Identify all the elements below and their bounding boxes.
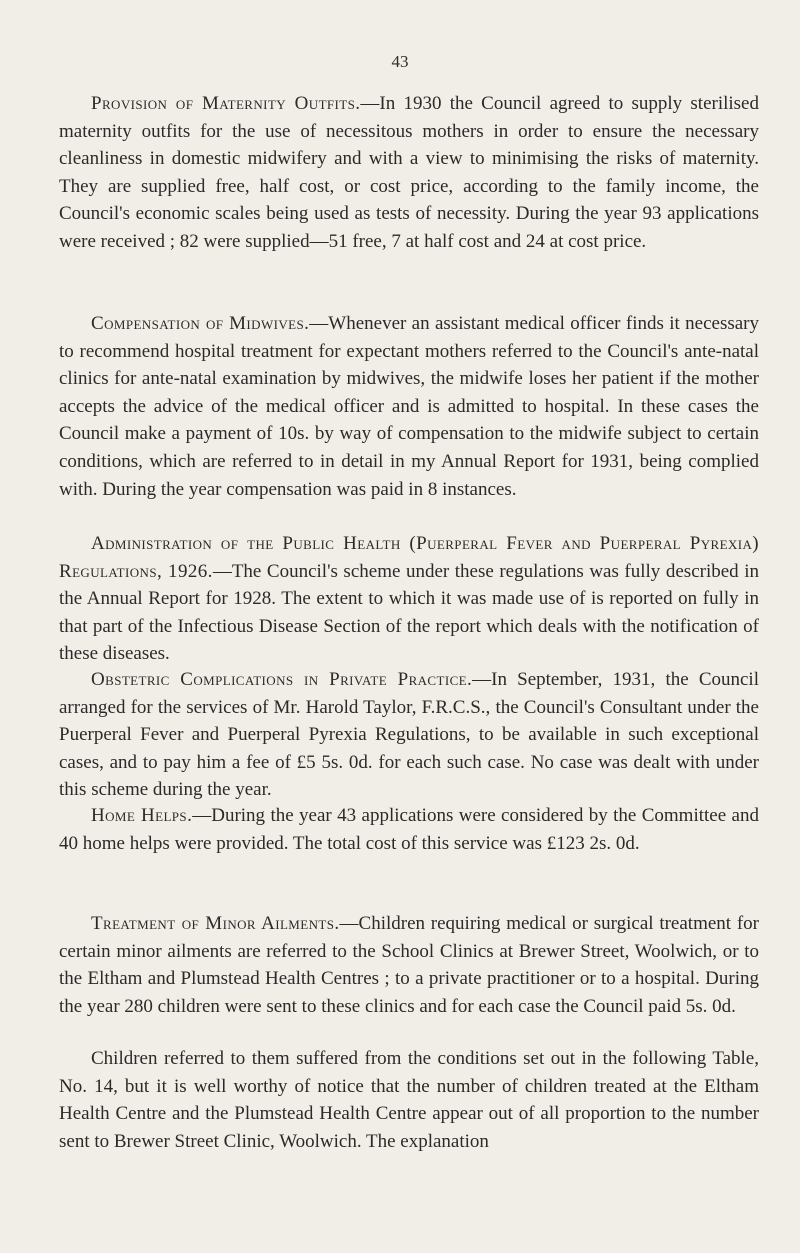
paragraph-body: Children referred to them suffered from the conditions set out in the following Table, No. 14, but it is well worthy of notice that the number of children treated at the Eltham Health Centre and the Plumstead Health Centre appear out of all proportion to the number sent to Brewer Street Clinic, Woolwich. The explanation <box>59 1048 759 1152</box>
paragraph-body: —In September, 1931, the Council arranged for the services of Mr. Harold Taylor, F.R.C.S., the Council's Consultant under the Puerperal Fever and Puerperal Pyrexia Regulations, to be available in such exceptional cases, and to pay him a fee of £5 5s. 0d. for each such case. No case was dealt with under this scheme during the year. <box>59 669 759 801</box>
section-heading: Provision of Maternity Outfits. <box>91 93 361 114</box>
section-maternity-outfits <box>59 90 759 256</box>
section-children-referred <box>59 1045 759 1155</box>
paragraph <box>59 90 759 256</box>
paragraph <box>59 310 759 503</box>
paragraph-body: —During the year 43 applications were considered by the Committee and 40 home helps were provided. The total cost of this service was £123 2s. 0d. <box>59 805 759 854</box>
section-puerperal-regulations <box>59 530 759 668</box>
paragraph <box>59 666 759 804</box>
paragraph-body: —Whenever an assistant medical officer finds it necessary to recommend hospital treatment for expectant mothers referred to the Council's ante-natal clinics for ante-natal examination by midwives, the midwife loses her patient if the mother accepts the advice of the medical officer and is admitted to hospital. In these cases the Council make a payment of 10s. by way of compensation to the midwife subject to certain conditions, which are referred to in detail in my Annual Report for 1931, being complied with. During the year compensation was paid in 8 instances. <box>59 313 759 500</box>
section-home-helps <box>59 802 759 857</box>
section-heading: Treatment of Minor Ailments. <box>91 913 340 934</box>
section-heading: Obstetric Complications in Private Practice. <box>91 669 473 690</box>
paragraph <box>59 1045 759 1155</box>
section-heading: Home Helps. <box>91 805 193 826</box>
section-heading: Compensation of Midwives. <box>91 313 310 334</box>
paragraph-body: —In 1930 the Council agreed to supply sterilised maternity outfits for the use of necessitous mothers in order to ensure the necessary cleanliness in domestic midwifery and with a view to minimising the risks of maternity. They are supplied free, half cost, or cost price, according to the family income, the Council's economic scales being used as tests of necessity. During the year 93 applications were received ; 82 were supplied—51 free, 7 at half cost and 24 at cost price. <box>59 93 759 252</box>
paragraph <box>59 802 759 857</box>
paragraph <box>59 530 759 668</box>
section-obstetric-complications <box>59 666 759 804</box>
section-minor-ailments <box>59 910 759 1020</box>
paragraph-body: —The Council's scheme under these regulations was fully described in the Annual Report for 1928. The extent to which it was made use of is reported on fully in that part of the Infectious Disease Section of the report which deals with the notification of these diseases. <box>59 560 759 665</box>
section-heading: Administration of the Public Health (Puerperal Fever and Puerperal Pyrexia) Regulations, 1926. <box>59 533 759 582</box>
paragraph <box>59 910 759 1020</box>
paragraph-body: —Children requiring medical or surgical treatment for certain minor ailments are referred to the School Clinics at Brewer Street, Woolwich, or to the Eltham and Plumstead Health Centres ; to a private practitioner or to a hospital. During the year 280 children were sent to these clinics and for each case the Council paid 5s. 0d. <box>59 913 759 1017</box>
section-compensation-midwives <box>59 310 759 503</box>
page-number: 43 <box>391 52 409 71</box>
